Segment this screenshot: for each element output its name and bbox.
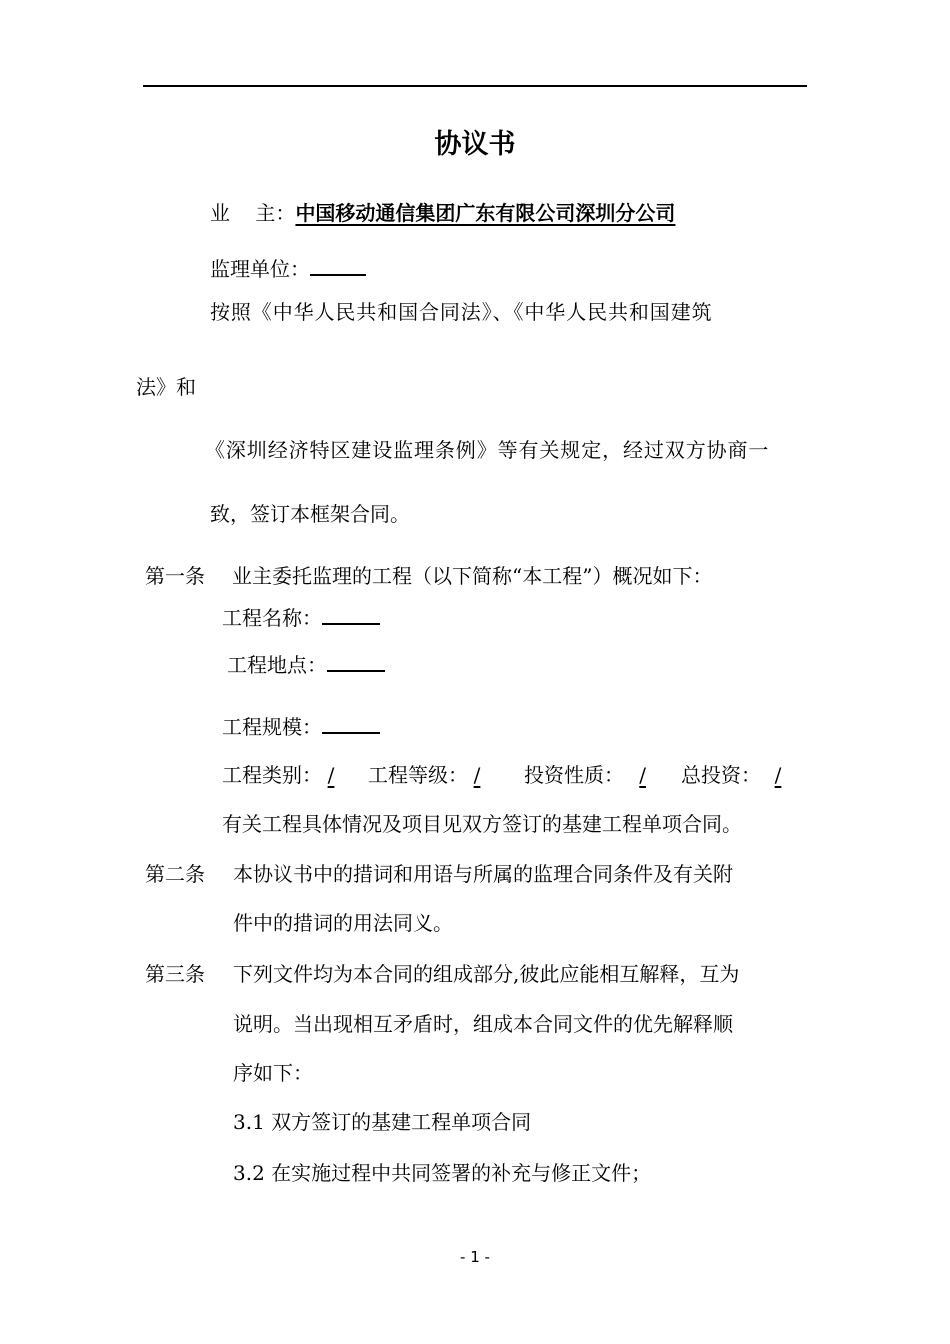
project-name-label: 工程名称： (222, 606, 322, 630)
article-3-line-3: 序如下： (233, 1061, 313, 1085)
project-location-line (227, 652, 385, 675)
owner-value: 中国移动通信集团广东有限公司深圳分公司 (295, 201, 676, 225)
document-title: 协议书 (434, 129, 516, 160)
article-3-item: 3.2 在实施过程中共同签署的补充与修正文件； (233, 1161, 652, 1185)
article-2-number: 第二条 (145, 862, 205, 886)
investment-nature-label: 投资性质： (524, 763, 624, 787)
intro-line-3: 《深圳经济特区建设监理条例》等有关规定，经过双方协商一 (205, 438, 770, 462)
project-location-label: 工程地点： (227, 653, 327, 677)
project-category-line (222, 765, 340, 785)
category-label: 工程类别： (222, 763, 322, 787)
total-investment-label: 总投资： (681, 763, 761, 787)
project-scale-label: 工程规模： (222, 715, 322, 739)
intro-line-4: 致，签订本框架合同。 (210, 502, 410, 526)
article-2-line-2: 件中的措词的用法同义。 (233, 911, 453, 935)
article-1-number: 第一条 (145, 564, 205, 588)
project-scale-blank (322, 714, 380, 734)
category-value: / (327, 763, 335, 787)
article-3-number: 第三条 (145, 962, 205, 986)
supervisor-label: 监理单位： (210, 257, 310, 281)
investment-nature-line (524, 765, 646, 785)
intro-line-1: 按照《中华人民共和国合同法》、《中华人民共和国建筑 (210, 300, 713, 324)
investment-nature-value: / (639, 763, 646, 787)
total-investment-line (681, 765, 795, 785)
page-number: - 1 - (460, 1248, 490, 1266)
total-investment-value: / (774, 763, 782, 787)
project-scale-line (222, 714, 380, 737)
article-3-line-2: 说明。当出现相互矛盾时，组成本合同文件的优先解释顺 (233, 1012, 733, 1036)
owner-label: 业 主： (210, 201, 296, 225)
project-name-blank (322, 605, 380, 625)
article-2-line-1: 本协议书中的措词和用语与所属的监理合同条件及有关附 (233, 862, 733, 886)
article-3-line-1: 下列文件均为本合同的组成部分,彼此应能相互解释，互为 (233, 962, 740, 986)
article-1-text: 业主委托监理的工程（以下简称“本工程”）概况如下： (232, 564, 713, 588)
project-grade-line (368, 765, 486, 785)
owner-line (210, 203, 675, 223)
project-location-blank (327, 652, 385, 672)
supervisor-blank (310, 256, 366, 276)
article-3-item: 3.1 双方签订的基建工程单项合同 (233, 1110, 532, 1134)
header-rule (143, 85, 807, 87)
supervisor-line (210, 256, 366, 279)
intro-line-2: 法》和 (136, 375, 196, 399)
article-1-note: 有关工程具体情况及项目见双方签订的基建工程单项合同。 (222, 812, 742, 836)
grade-value: / (473, 763, 481, 787)
grade-label: 工程等级： (368, 763, 468, 787)
project-name-line (222, 605, 380, 628)
